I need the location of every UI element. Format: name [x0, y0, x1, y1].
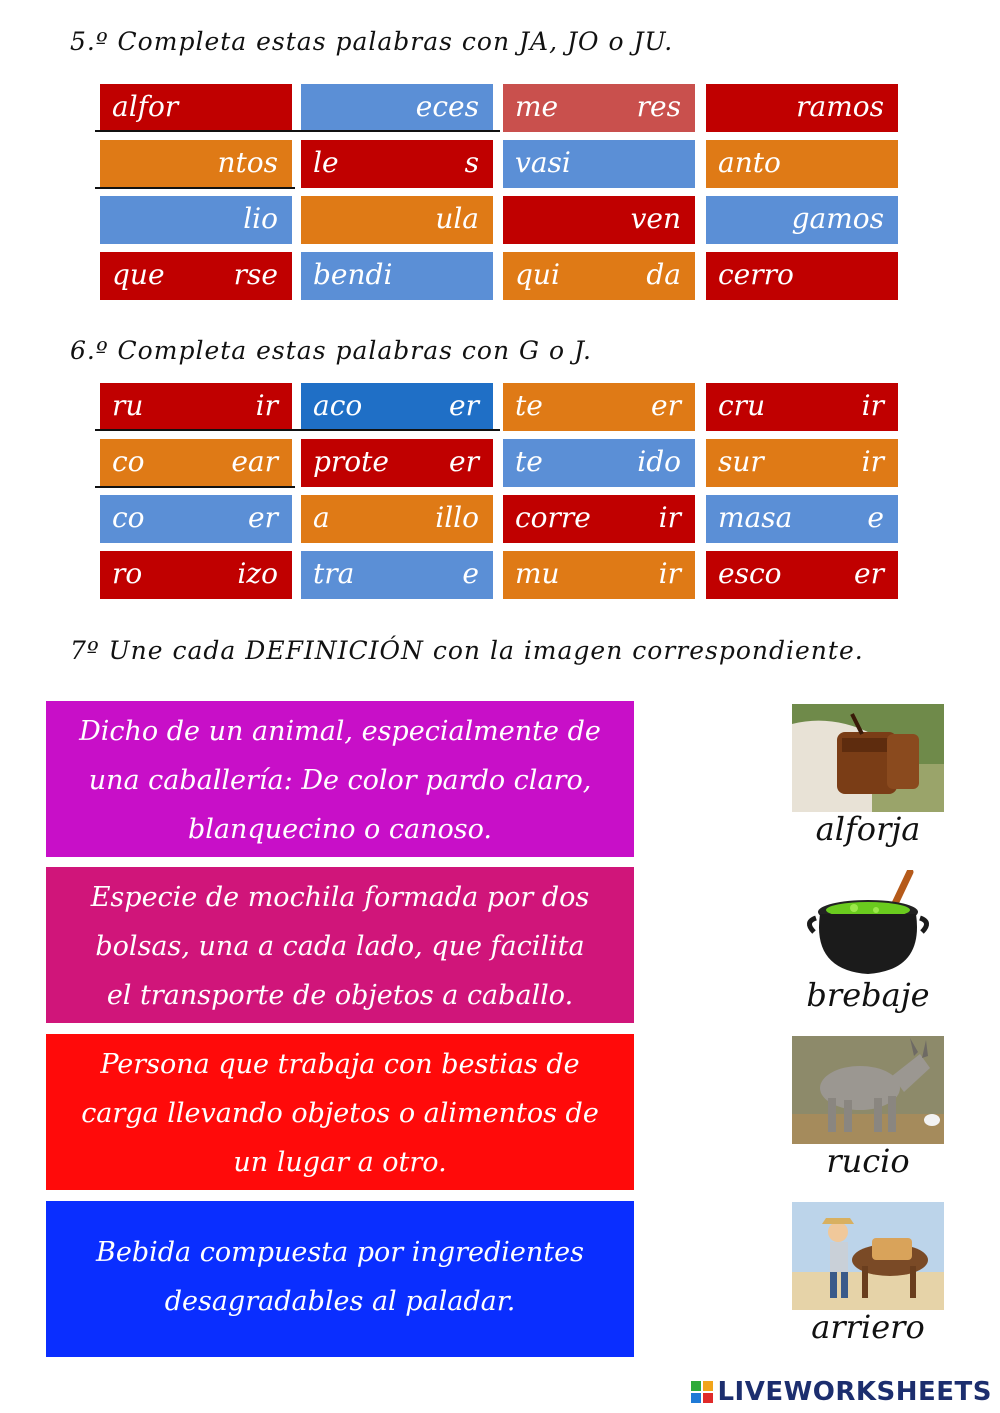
word-part-right: ir: [861, 445, 884, 478]
word-cell[interactable]: [503, 551, 695, 599]
word-part-left: mu: [515, 557, 560, 590]
word-part-right: ula: [435, 202, 479, 235]
word-part-left: que: [112, 258, 165, 291]
word-cell[interactable]: [301, 84, 493, 132]
word-part-right: s: [464, 146, 479, 179]
definition-line: un lugar a otro.: [233, 1147, 447, 1178]
answer-line: [95, 130, 500, 132]
word-part-right: er: [854, 557, 884, 590]
word-part-left: me: [515, 90, 559, 123]
definition-card[interactable]: [46, 1034, 634, 1190]
definition-line: una caballería: De color pardo claro,: [88, 765, 592, 796]
word-part-right: res: [636, 90, 681, 123]
image-card-alforja[interactable]: [792, 704, 944, 848]
word-part-right: da: [646, 258, 681, 291]
word-row: [100, 551, 900, 599]
word-part-left: cru: [718, 389, 766, 422]
definition-card[interactable]: [46, 701, 634, 857]
word-cell[interactable]: [503, 495, 695, 543]
section7-heading: 7º Une cada DEFINICIÓN con la imagen correspondiente.: [70, 636, 864, 665]
definition-line: carga llevando objetos o alimentos de: [81, 1098, 599, 1129]
word-cell[interactable]: [706, 439, 898, 487]
brand-text: LIVEWORKSHEETS: [717, 1377, 992, 1407]
word-cell[interactable]: [100, 439, 292, 487]
cauldron-icon: [792, 870, 944, 978]
word-part-right: e: [867, 501, 884, 534]
word-row: [100, 196, 900, 244]
word-part-left: te: [515, 389, 543, 422]
word-part-right: ir: [658, 501, 681, 534]
word-cell[interactable]: [706, 495, 898, 543]
image-caption: arriero: [811, 1308, 925, 1346]
word-part-left: ru: [112, 389, 144, 422]
word-cell[interactable]: [301, 383, 493, 431]
word-cell[interactable]: [706, 196, 898, 244]
image-card-rucio[interactable]: [792, 1036, 944, 1180]
word-cell[interactable]: [706, 383, 898, 431]
word-part-right: e: [462, 557, 479, 590]
definition-line: Especie de mochila formada por dos: [90, 882, 590, 913]
definition-line: Bebida compuesta por ingredientes: [96, 1237, 584, 1268]
word-part-right: izo: [237, 557, 278, 590]
word-part-right: ir: [861, 389, 884, 422]
word-part-right: er: [449, 389, 479, 422]
word-part-right: ir: [255, 389, 278, 422]
definition-line: bolsas, una a cada lado, que facilita: [95, 931, 585, 962]
word-part-left: bendi: [313, 258, 393, 291]
word-part-left: prote: [313, 445, 389, 478]
answer-line: [95, 187, 295, 189]
word-part-right: illo: [435, 501, 479, 534]
word-cell[interactable]: [100, 196, 292, 244]
word-part-right: lio: [243, 202, 278, 235]
word-cell[interactable]: [706, 140, 898, 188]
word-cell[interactable]: [503, 383, 695, 431]
word-part-left: te: [515, 445, 543, 478]
word-cell[interactable]: [100, 84, 292, 132]
image-card-arriero[interactable]: [792, 1202, 944, 1346]
definition-line: el transporte de objetos a caballo.: [106, 980, 574, 1011]
word-cell[interactable]: [301, 252, 493, 300]
image-caption: brebaje: [806, 976, 930, 1014]
definition-line: Dicho de un animal, especialmente de: [79, 716, 601, 747]
definition-card[interactable]: [46, 867, 634, 1023]
word-part-right: ntos: [217, 146, 278, 179]
image-caption: alforja: [815, 810, 921, 848]
definition-card[interactable]: [46, 1201, 634, 1357]
section5-word-grid: [100, 84, 900, 308]
logo-icon: [691, 1381, 713, 1403]
word-cell[interactable]: [100, 495, 292, 543]
word-row: [100, 84, 900, 132]
word-part-right: er: [651, 389, 681, 422]
word-cell[interactable]: [301, 495, 493, 543]
section6-word-grid: [100, 383, 900, 607]
definition-line: blanquecino o canoso.: [188, 814, 492, 845]
answer-line: [95, 429, 500, 431]
word-cell[interactable]: [301, 140, 493, 188]
word-cell[interactable]: [503, 196, 695, 244]
definition-line: Persona que trabaja con bestias de: [100, 1049, 580, 1080]
word-part-left: masa: [718, 501, 793, 534]
word-row: [100, 252, 900, 300]
image-card-brebaje[interactable]: [792, 870, 944, 1014]
word-cell[interactable]: [706, 84, 898, 132]
word-cell[interactable]: [706, 551, 898, 599]
word-row: [100, 439, 900, 487]
word-part-right: ramos: [796, 90, 884, 123]
word-part-left: co: [112, 445, 145, 478]
word-cell[interactable]: [503, 84, 695, 132]
word-cell[interactable]: [503, 439, 695, 487]
word-part-right: eces: [415, 90, 479, 123]
word-part-right: ido: [637, 445, 681, 478]
word-cell[interactable]: [301, 439, 493, 487]
word-part-right: ear: [231, 445, 278, 478]
word-row: [100, 495, 900, 543]
word-cell[interactable]: [301, 551, 493, 599]
word-row: [100, 140, 900, 188]
word-cell[interactable]: [503, 140, 695, 188]
word-part-left: vasi: [515, 146, 571, 179]
word-cell[interactable]: [301, 196, 493, 244]
saddlebag-photo-icon: [792, 704, 944, 812]
muleteer-illustration-icon: [792, 1202, 944, 1310]
word-part-left: a: [313, 501, 330, 534]
section5-heading: 5.º Completa estas palabras con JA, JO o JU.: [70, 27, 674, 56]
word-part-left: esco: [718, 557, 782, 590]
word-cell[interactable]: [100, 252, 292, 300]
word-part-left: le: [313, 146, 339, 179]
word-cell[interactable]: [706, 252, 898, 300]
word-part-left: corre: [515, 501, 591, 534]
word-part-left: ro: [112, 557, 143, 590]
word-row: [100, 383, 900, 431]
word-part-right: er: [449, 445, 479, 478]
word-part-left: co: [112, 501, 145, 534]
liveworksheets-logo[interactable]: [691, 1377, 992, 1407]
word-part-left: sur: [718, 445, 764, 478]
word-part-left: anto: [718, 146, 781, 179]
word-part-right: er: [248, 501, 278, 534]
donkey-photo-icon: [792, 1036, 944, 1144]
word-cell[interactable]: [503, 252, 695, 300]
word-part-right: rse: [233, 258, 278, 291]
definition-line: desagradables al paladar.: [164, 1286, 516, 1317]
section6-heading: 6.º Completa estas palabras con G o J.: [70, 336, 592, 365]
word-part-right: ir: [658, 557, 681, 590]
word-part-left: aco: [313, 389, 363, 422]
word-cell[interactable]: [100, 551, 292, 599]
word-part-right: ven: [630, 202, 681, 235]
word-cell[interactable]: [100, 383, 292, 431]
word-part-left: alfor: [112, 90, 179, 123]
answer-line: [95, 486, 295, 488]
word-part-right: gamos: [791, 202, 884, 235]
word-part-left: tra: [313, 557, 355, 590]
word-cell[interactable]: [100, 140, 292, 188]
image-caption: rucio: [826, 1142, 910, 1180]
word-part-left: qui: [515, 258, 560, 291]
word-part-left: cerro: [718, 258, 794, 291]
